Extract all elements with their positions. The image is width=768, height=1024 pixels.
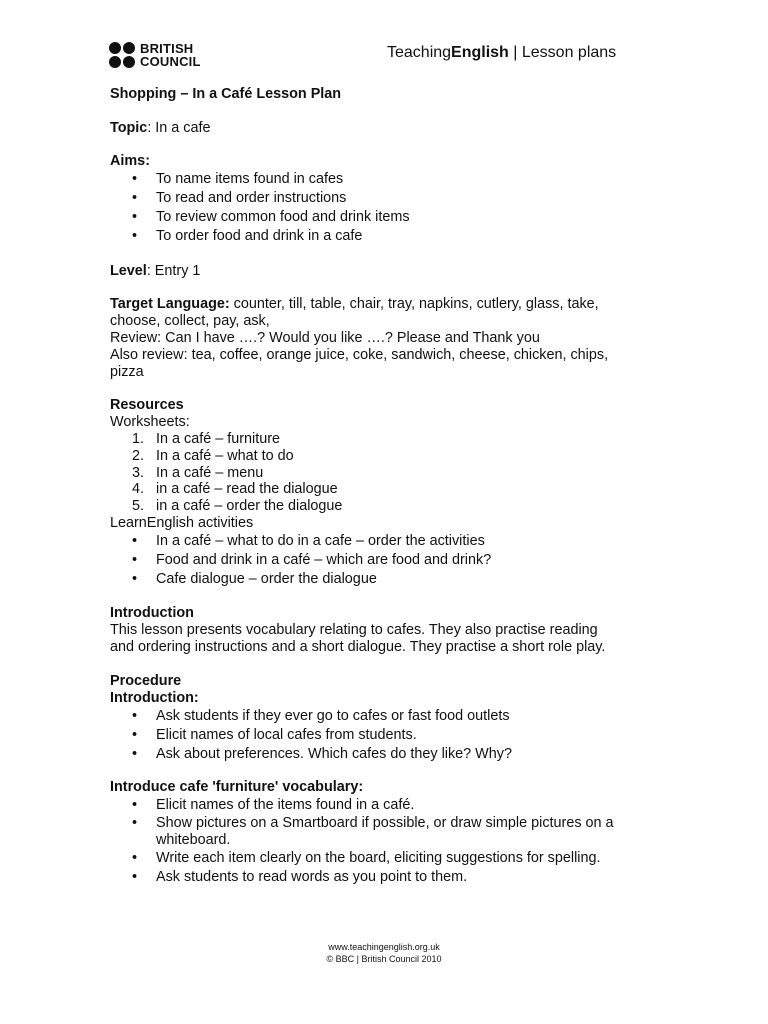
list-item: 5. in a café – order the dialogue xyxy=(132,498,343,515)
resources-heading: Resources xyxy=(110,397,184,413)
procedure-heading: Procedure xyxy=(110,673,182,689)
introduction-section: Introduction This lesson presents vocabulary relating to cafes. They also practise reading and ordering instructions and a short dialogue. They practise a short role play. xyxy=(110,605,655,656)
british-council-logo xyxy=(109,41,229,69)
aims-section xyxy=(110,153,655,246)
worksheets-label: Worksheets: xyxy=(110,414,190,430)
site-header-title: TeachingEnglish | Lesson plans xyxy=(387,44,617,61)
list-item: • Elicit names of local cafes from students. xyxy=(110,726,655,745)
list-item: 4. in a café – read the dialogue xyxy=(132,481,338,498)
list-item: • To review common food and drink items xyxy=(110,208,655,227)
list-item: • Show pictures on a Smartboard if possible, or draw simple pictures on a whiteboard. xyxy=(110,815,655,849)
footer-copyright: © BBC | British Council 2010 xyxy=(326,954,442,964)
topic-line: Topic: In a cafe xyxy=(110,120,211,136)
worksheets-list xyxy=(110,431,655,515)
list-item: • To name items found in cafes xyxy=(110,170,655,189)
logo-line1: BRITISH xyxy=(140,41,194,56)
list-item: 1. In a café – furniture xyxy=(132,431,280,447)
list-item: • In a café – what to do in a cafe – order the activities xyxy=(110,532,655,551)
list-item: • Cafe dialogue – order the dialogue xyxy=(110,570,655,589)
page-footer xyxy=(0,941,768,965)
aims-list xyxy=(110,170,655,246)
furniture-section xyxy=(110,779,655,887)
list-item: • Ask about preferences. Which cafes do they like? Why? xyxy=(110,745,655,764)
list-item: • Elicit names of the items found in a café. xyxy=(110,796,655,815)
logo-dots-icon xyxy=(109,41,139,69)
activities-list xyxy=(110,532,655,589)
level-line: Level: Entry 1 xyxy=(110,263,201,279)
procedure-intro-list xyxy=(110,707,655,764)
logo-line2: COUNCIL xyxy=(140,54,201,69)
list-item: 3. In a café – menu xyxy=(132,464,264,481)
furniture-list xyxy=(110,796,655,887)
target-language-section: Target Language: counter, till, table, chair, tray, napkins, cutlery, glass, take, choose, collect, pay, ask, Review: Can I have ….? Would you like ….? Please and Thank you Also review: tea, coffee, orange juice, coke, sandwich, cheese, chicken, chips, pizza xyxy=(110,296,609,380)
procedure-intro-heading: Introduction: xyxy=(110,690,199,706)
page-title: Shopping – In a Café Lesson Plan xyxy=(110,86,342,102)
list-item: • Ask students if they ever go to cafes or fast food outlets xyxy=(110,707,655,726)
footer-url: www.teachingenglish.org.uk xyxy=(328,942,440,952)
list-item: • To read and order instructions xyxy=(110,189,655,208)
list-item: • Write each item clearly on the board, eliciting suggestions for spelling. xyxy=(110,849,655,868)
resources-section xyxy=(110,397,655,589)
aims-heading: Aims: xyxy=(110,153,150,169)
list-item: • Food and drink in a café – which are food and drink? xyxy=(110,551,655,570)
procedure-section xyxy=(110,673,655,764)
learnenglish-label: LearnEnglish activities xyxy=(110,514,254,531)
list-item: 2. In a café – what to do xyxy=(132,447,294,464)
list-item: • Ask students to read words as you point to them. xyxy=(110,868,655,887)
furniture-heading: Introduce cafe 'furniture' vocabulary: xyxy=(110,779,364,795)
list-item: • To order food and drink in a cafe xyxy=(110,227,655,246)
introduction-heading: Introduction xyxy=(110,605,194,621)
